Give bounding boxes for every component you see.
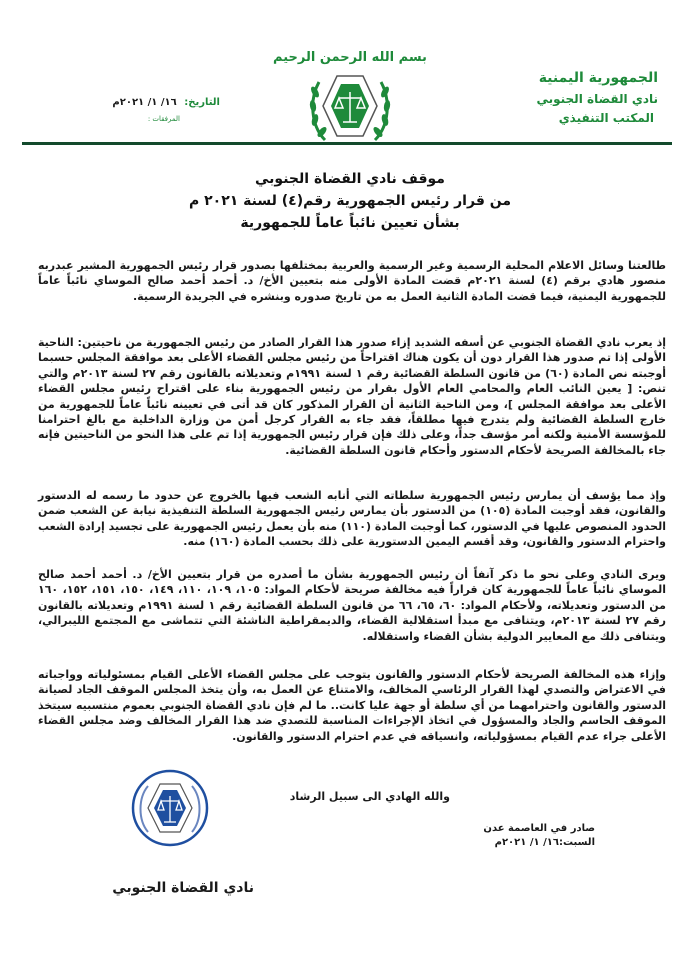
- org-country: الجمهورية اليمنية: [538, 70, 658, 86]
- document-title: [0, 168, 700, 234]
- issued-block: [475, 822, 595, 850]
- header-divider: [22, 142, 672, 145]
- basmala: بسم الله الرحمن الرحيم: [273, 50, 427, 65]
- signature: نادي القضاة الجنوبي: [112, 880, 254, 896]
- paragraph-3: وإذ مما يؤسف أن يمارس رئيس الجمهورية سلطاته التي أنابه الشعب فيها بالخروج عن حدود ما رسمه له الدستور والقانون، فقد أوجبت المادة (١٠٥) من الدستور بأن يمارس رئيس الجمهورية السلطة التنفيذية نيابة عن الشعب ضمن الحدود المنصوص عليها في الدستور، كما أوجبت المادة (١١٠) منه بأن يعمل رئيس الجمهورية على تجسيد إرادة الشعب واحترام الدستور والقانون، وقد أقسم اليمين الدستورية على ذلك بحسب المادة (١٦٠) منه.: [38, 489, 666, 549]
- paragraph-4: ويرى النادي وعلى نحو ما ذكر آنفاً أن رئيس الجمهورية بشأن ما أصدره من قرار بتعيين الأخ/ د. أحمد أحمد صالح الموساي نائباً عاماً للجمهورية كان قراراً فيه مخالفة صريحة لأحكام المواد: ١٠٥، ١٠٩، ١١٠، ١٤٩، ١٥٠، ١٥١، ١٥٢، ١٦٠ من الدستور وتعديلاته، ولأحكام المواد: ٦٠، ٦٥، ٦٦ من قانون السلطة القضائية رقم ١ لسنة ١٩٩١م وتعديلاته بالقانون رقم ٢٧ لسنة ٢٠١٣م، ويتنافى مع مبدأ استقلالية القضاء، والديمقراطية الناشئة التي تتماشى مع المجتمع الليبرالي، ويتنافى ذلك مع المعايير الدولية بشأن القضاء واستقلاله.: [38, 568, 666, 643]
- paragraph-1: طالعتنا وسائل الاعلام المحلية الرسمية وغير الرسمية والعربية بمختلفها بصدور قرار رئيس الجمهورية المشير عبدربه منصور هادي برقم (٤) لسنة ٢٠٢١م قضت المادة الأولى منه بتعيين الأخ/ د. أحمد أحمد صالح الموساي نائباً عاماً للجمهورية اليمنية، فيما قضت المادة الثانية العمل به من تاريخ صدوره وبنشره في الجريدة الرسمية.: [38, 259, 666, 303]
- issued-date: السبت:١٦/ ١/ ٢٠٢١م: [494, 837, 595, 848]
- org-header: [488, 70, 658, 125]
- org-office: المكتب التنفيذي: [558, 111, 654, 125]
- paragraph-2: إذ يعرب نادي القضاة الجنوبي عن أسفه الشديد إزاء صدور هذا القرار الصادر من رئيس الجمهورية من ناحيتين: الناحية الأولى إذا تم صدور هذا القرار دون أن يكون هناك اقتراحاً من رئيس مجلس القضاء الأعلى بعد موافقة المجلس حسبما أوجبته نص المادة (٦٠) من قانون السلطة القضائية رقم ١ لسنة ١٩٩١م وتعديلاته بالقانون رقم ٢٧ لسنة ٢٠١٣م والتي تنص: [ يعين النائب العام والمحامي العام الأول بقرار من رئيس الجمهورية بناء على اقتراح رئيس مجلس القضاء الأعلى بعد موافقة المجلس ]، ومن الناحية الثانية أن القرار المذكور كان قد أتى في تعيينه نائباً عاماً للجمهورية من خارج السلطة القضائية ولم يتدرج فيها مطلقاً، فقد جاء به القرار كرجل أمن من وزارة الداخلية مع بالغ احترامنا للمؤسسة الأمنية ولكنه أمر مؤسف جداً، وعلى ذلك فإن قرار رئيس الجمهورية إذا تم على هذا النحو من الناحيتين فإنه جاء بالمخالفة الصريحة لأحكام الدستور وأحكام قانون السلطة القضائية.: [38, 336, 666, 457]
- attachments-label: المرفقات :: [147, 115, 180, 123]
- closing-phrase: والله الهادي الى سبيل الرشاد: [289, 790, 450, 803]
- date-value: ١٦/ ١/ ٢٠٢١م: [112, 97, 177, 108]
- org-name: نادي القضاة الجنوبي: [536, 92, 658, 106]
- title-line-2: من قرار رئيس الجمهورية رقم(٤) لسنة ٢٠٢١ م: [188, 193, 511, 209]
- date-label: التاريخ:: [184, 97, 220, 108]
- judges-club-emblem-icon: [305, 62, 395, 154]
- paragraph-5: وإزاء هذه المخالفة الصريحة لأحكام الدستور والقانون يتوجب على مجلس القضاء الأعلى القيام بمسئولياته وواجباته في الاعتراض والتصدي لهذا القرار الرئاسي المخالف، والامتناع عن العمل به، وأن يتخذ المجلس الموقف الجاد لصيانة الدستور والقانون واحترامهما من أي سلطة أو جهة عليا كانت.. ما لم فإن نادي القضاة الجنوبي بعموم منتسبيه سيتخذ الموقف الحاسم والجاد والمسؤول في اتخاذ الإجراءات المناسبة للتصدي ضد هذا القرار المخالف وضد مجلس القضاء الأعلى جراء عدم القيام بمسؤولياته، وانسياقه في عدم احترام الدستور والقانون.: [38, 668, 666, 743]
- judges-club-seal-icon: [130, 768, 210, 848]
- issued-place: صادر في العاصمة عدن: [483, 823, 595, 834]
- date-row: [60, 97, 220, 108]
- date-block: [60, 97, 220, 123]
- title-line-1: موقف نادي القضاة الجنوبي: [255, 171, 445, 187]
- title-line-3: بشأن تعيين نائباً عاماً للجمهورية: [240, 215, 460, 231]
